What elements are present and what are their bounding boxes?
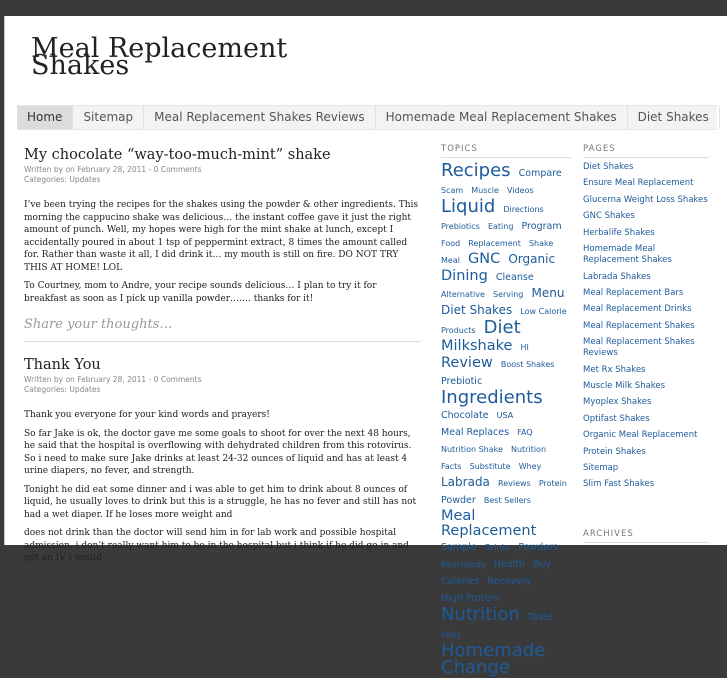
- tag-link[interactable]: Diet Shakes: [441, 303, 513, 317]
- tag-link[interactable]: Diet: [483, 317, 521, 338]
- tag-cloud: [441, 162, 571, 676]
- share-thoughts-link[interactable]: Share your thoughts…: [24, 317, 421, 342]
- tag-link[interactable]: Powder: [441, 495, 476, 506]
- page-link[interactable]: Diet Shakes: [583, 162, 634, 172]
- tag-link[interactable]: Alternative: [441, 290, 485, 299]
- tag-link[interactable]: Products: [441, 326, 476, 335]
- tag-link[interactable]: USA: [496, 411, 514, 420]
- tag-link[interactable]: Calories: [441, 576, 480, 587]
- archives-heading: ARCHIVES: [583, 529, 709, 543]
- tag-link[interactable]: Organic: [508, 252, 556, 266]
- post-categories: Categories: Updates: [24, 385, 101, 394]
- page-link[interactable]: Meal Replacement Bars: [583, 287, 684, 298]
- tag-link[interactable]: Buy: [532, 559, 552, 570]
- tag-link[interactable]: Chocolate: [441, 410, 489, 421]
- page-link[interactable]: Glucerna Weight Loss Shakes: [583, 194, 708, 205]
- post-paragraph: Thank you everyone for your kind words and prayers!: [24, 410, 270, 420]
- tag-link[interactable]: Labrada: [441, 475, 490, 489]
- tag-link[interactable]: Whey: [518, 462, 542, 471]
- page-link[interactable]: Ensure Meal Replacement: [583, 178, 694, 189]
- page-link[interactable]: Sitemap: [583, 463, 619, 474]
- site-title[interactable]: Meal Replacement Shakes: [31, 33, 288, 81]
- nav-tab-home[interactable]: Home: [17, 106, 73, 129]
- main-nav: [17, 105, 717, 130]
- tag-link[interactable]: Health: [493, 559, 525, 570]
- topics-widget: [441, 144, 571, 676]
- page-link[interactable]: Protein Shakes: [583, 446, 646, 457]
- post-paragraph: Tonight he did eat some dinner and i was able to get him to drink about 8 ounces of liquid, he usually loves to drink but this is a struggle, he has no fever and still has not had a wet diaper. If he loses more weight and: [24, 484, 417, 520]
- post: [24, 145, 421, 342]
- tag-link[interactable]: Meal Replaces: [441, 427, 510, 438]
- post-paragraph: To Courtney, mom to Andre, your recipe sounds delicious… I plan to try it for breakfast as soon as I pick up vanilla powder……. thanks for it!: [24, 281, 377, 304]
- post-paragraph: I’ve been trying the recipes for the shakes using the powder & other ingredients. This morning the cappucino shake was delicious… the instant coffee gave it just the right amount of punch. Well, my hopes were high for the mint shake at lunch, except I accidentally poured in about 1 tsp of peppermint extract, 8 times the amount called for. Rather than waste it all, I did drink it… my mouth is still on fire. DO NOT TRY THIS AT HOME! LOL: [24, 200, 419, 273]
- tag-link[interactable]: Videos: [507, 186, 534, 195]
- tag-link[interactable]: eBay: [441, 630, 462, 639]
- tag-link[interactable]: Prebiotics: [441, 222, 480, 231]
- tag-link[interactable]: HI: [520, 343, 529, 352]
- post-paragraph: does not drink than the doctor will send him in for lab work and possible hospital admission, i don’t really want him to be in the hospital but i think if he did go in and got an IV i would: [24, 528, 409, 563]
- page-link[interactable]: Slim Fast Shakes: [583, 479, 655, 490]
- post-byline: Written by on February 28, 2011 - 0 Comments: [24, 165, 202, 174]
- tag-link[interactable]: Homemade: [441, 640, 546, 661]
- tag-link[interactable]: Program: [521, 221, 562, 232]
- pages-heading: PAGES: [583, 144, 709, 158]
- tag-link[interactable]: Low Calorie: [520, 307, 567, 316]
- tag-link[interactable]: Review: [441, 355, 493, 371]
- tag-link[interactable]: Food: [441, 239, 461, 248]
- tag-link[interactable]: Recovery: [487, 576, 532, 587]
- tag-link[interactable]: Meal: [441, 508, 476, 524]
- tag-link[interactable]: Prebiotic: [441, 376, 483, 387]
- tag-link[interactable]: Taste: [527, 612, 553, 623]
- tag-link[interactable]: Beachbody: [441, 560, 486, 569]
- tag-link[interactable]: Reviews: [498, 479, 531, 488]
- topics-heading: TOPICS: [441, 144, 571, 158]
- tag-link[interactable]: Nutrition: [510, 445, 547, 454]
- pages-list: [583, 162, 709, 491]
- pages-widget: [583, 144, 709, 496]
- tag-link[interactable]: Best Sellers: [483, 496, 531, 505]
- nav-tab-homemade-meal-replacement-shakes[interactable]: Homemade Meal Replacement Shakes: [376, 106, 628, 129]
- post-paragraph: So far Jake is ok, the doctor gave me some goals to shoot for over the next 48 hours, he said that the hospital is overflowing with dehydrated children from this rotovirus. So i need to make sure Jake drinks at least 24-32 ounces of liquid and has at least 4 urine diapers, no fever, and strength.: [24, 428, 412, 476]
- page-link[interactable]: Herbalife Shakes: [583, 227, 655, 238]
- nav-tab-meal-replacement-shakes-reviews[interactable]: Meal Replacement Shakes Reviews: [144, 106, 376, 129]
- tag-link[interactable]: Directions: [503, 205, 544, 214]
- tag-link[interactable]: Meal: [441, 256, 460, 265]
- page-link[interactable]: Homemade Meal Replacement Shakes: [583, 243, 672, 266]
- tag-link[interactable]: Milkshake: [441, 338, 513, 354]
- page-link[interactable]: Myoplex Shakes: [583, 397, 652, 408]
- page-link[interactable]: Organic Meal Replacement: [583, 430, 698, 441]
- page-link[interactable]: Met Rx Shakes: [583, 364, 646, 375]
- post-byline: Written by on February 28, 2011 - 0 Comments: [24, 375, 202, 384]
- tag-link[interactable]: Compare: [518, 168, 562, 179]
- page-link[interactable]: Labrada Shakes: [583, 271, 651, 282]
- post-categories: Categories: Updates: [24, 175, 101, 184]
- tag-link[interactable]: Muscle: [471, 186, 499, 195]
- tag-link[interactable]: GNC: [468, 251, 501, 267]
- tag-link[interactable]: Drinks: [484, 543, 511, 552]
- tag-link[interactable]: Nutrition Shake: [441, 445, 503, 454]
- tag-link[interactable]: Facts: [441, 462, 462, 471]
- tag-link[interactable]: Serving: [492, 290, 524, 299]
- tag-link[interactable]: Replacement: [468, 239, 521, 248]
- tag-link[interactable]: Ingredients: [441, 387, 543, 408]
- page-link[interactable]: GNC Shakes: [583, 211, 635, 222]
- tag-link[interactable]: Menu: [531, 286, 565, 300]
- tag-link[interactable]: Substitute: [469, 462, 511, 471]
- tag-link[interactable]: Scam: [441, 186, 464, 195]
- content-column: [24, 145, 421, 571]
- tag-link[interactable]: Eating: [487, 222, 514, 231]
- tag-link[interactable]: High Protein: [441, 593, 500, 604]
- tag-link[interactable]: Dining: [441, 268, 488, 284]
- page-link[interactable]: Meal Replacement Drinks: [583, 304, 692, 315]
- post-title[interactable]: My chocolate “way-too-much-mint” shake: [24, 147, 331, 163]
- tag-link[interactable]: FAQ: [517, 428, 533, 437]
- tag-link[interactable]: Sample: [441, 542, 477, 553]
- post-body: [24, 199, 421, 305]
- page: [4, 16, 727, 678]
- page-link[interactable]: Muscle Milk Shakes: [583, 381, 666, 392]
- tag-link[interactable]: Replacement: [441, 523, 537, 539]
- tag-link[interactable]: Powders: [518, 542, 559, 553]
- nav-tab-diet-shakes[interactable]: Diet Shakes: [628, 106, 720, 129]
- post-title[interactable]: Thank You: [24, 357, 101, 373]
- tag-link[interactable]: Recipes: [441, 160, 511, 181]
- tag-link[interactable]: Shake: [528, 239, 554, 248]
- archives-widget: [583, 529, 709, 547]
- tag-link[interactable]: Boost Shakes: [500, 360, 555, 369]
- post-body: [24, 409, 421, 565]
- tag-link[interactable]: Nutrition: [441, 604, 520, 625]
- nav-tab-sitemap[interactable]: Sitemap: [73, 106, 144, 129]
- page-link[interactable]: Meal Replacement Shakes: [583, 320, 695, 331]
- page-link[interactable]: Meal Replacement Shakes Reviews: [583, 337, 695, 359]
- page-link[interactable]: Optifast Shakes: [583, 413, 650, 424]
- tag-link[interactable]: Cleanse: [495, 272, 534, 283]
- tag-link[interactable]: Liquid: [441, 196, 496, 217]
- post: [24, 355, 421, 565]
- tag-link[interactable]: Change: [441, 657, 510, 678]
- tag-link[interactable]: Protein: [538, 479, 567, 488]
